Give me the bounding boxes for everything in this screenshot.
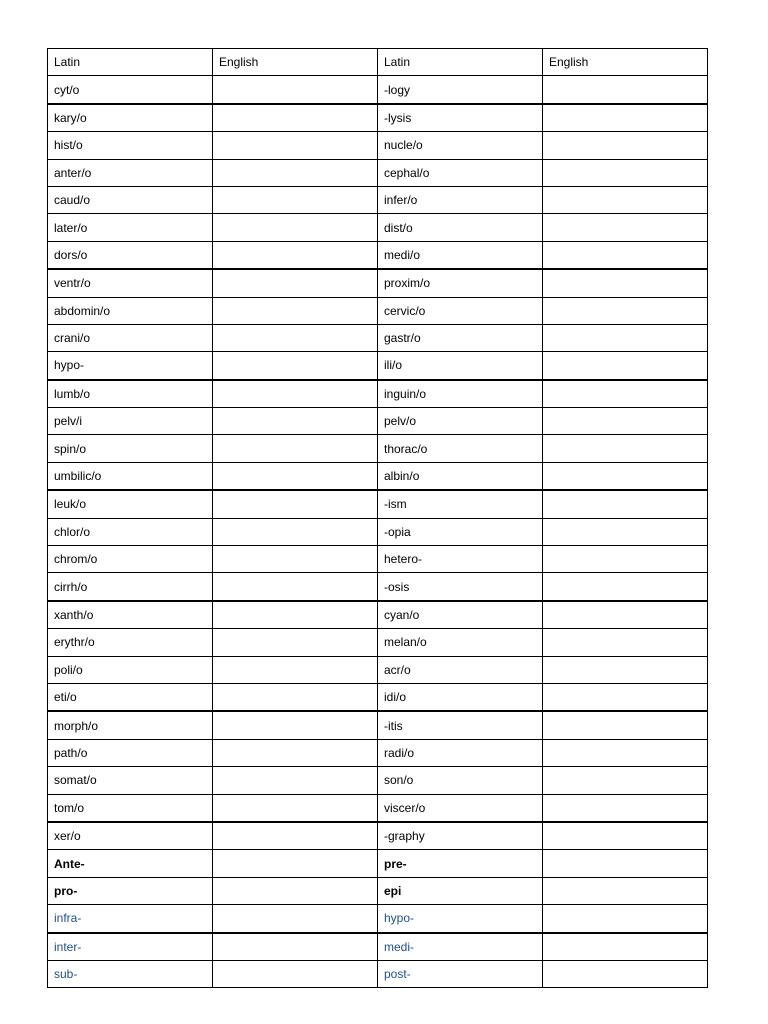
english-answer-left: [213, 241, 378, 269]
latin-term-right: -osis: [378, 573, 543, 601]
latin-term-left: cyt/o: [48, 76, 213, 104]
english-answer-right: [543, 241, 708, 269]
english-answer-left: [213, 104, 378, 132]
latin-term-left: morph/o: [48, 711, 213, 739]
english-answer-left: [213, 186, 378, 213]
english-answer-right: [543, 629, 708, 656]
english-answer-right: [543, 518, 708, 545]
latin-term-right: dist/o: [378, 214, 543, 241]
english-answer-left: [213, 546, 378, 573]
english-answer-left: [213, 933, 378, 961]
english-answer-left: [213, 490, 378, 518]
english-answer-left: [213, 297, 378, 324]
english-answer-left: [213, 656, 378, 683]
english-answer-left: [213, 462, 378, 490]
latin-term-right: inguin/o: [378, 380, 543, 408]
english-answer-right: [543, 656, 708, 683]
table-row: [48, 518, 708, 545]
latin-term-left: chlor/o: [48, 518, 213, 545]
latin-term-left: kary/o: [48, 104, 213, 132]
table-row: [48, 877, 708, 904]
latin-term-right: thorac/o: [378, 435, 543, 462]
latin-term-right: pelv/o: [378, 408, 543, 435]
table-row: [48, 76, 708, 104]
english-answer-left: [213, 629, 378, 656]
english-answer-right: [543, 104, 708, 132]
english-answer-left: [213, 132, 378, 159]
english-answer-right: [543, 546, 708, 573]
english-answer-right: [543, 711, 708, 739]
latin-term-right: post-: [378, 960, 543, 987]
latin-term-right: hypo-: [378, 905, 543, 933]
latin-term-left: xer/o: [48, 822, 213, 850]
english-answer-left: [213, 324, 378, 351]
latin-term-left: path/o: [48, 739, 213, 766]
table-row: [48, 960, 708, 987]
latin-term-right: cyan/o: [378, 601, 543, 629]
table-row: [48, 767, 708, 794]
latin-term-left: caud/o: [48, 186, 213, 213]
latin-term-right: gastr/o: [378, 324, 543, 351]
english-answer-right: [543, 269, 708, 297]
latin-term-right: radi/o: [378, 739, 543, 766]
english-answer-right: [543, 739, 708, 766]
latin-term-left: chrom/o: [48, 546, 213, 573]
english-answer-left: [213, 683, 378, 711]
latin-term-right: melan/o: [378, 629, 543, 656]
table-row: [48, 601, 708, 629]
table-row: [48, 794, 708, 822]
english-answer-left: [213, 352, 378, 380]
latin-term-left: umbilic/o: [48, 462, 213, 490]
latin-term-left: leuk/o: [48, 490, 213, 518]
table-row: [48, 104, 708, 132]
english-answer-left: [213, 850, 378, 877]
table-row: [48, 711, 708, 739]
latin-term-right: albin/o: [378, 462, 543, 490]
english-answer-left: [213, 905, 378, 933]
english-answer-left: [213, 435, 378, 462]
table-row: [48, 132, 708, 159]
table-row: [48, 850, 708, 877]
latin-term-left: inter-: [48, 933, 213, 961]
english-answer-right: [543, 822, 708, 850]
english-answer-right: [543, 490, 708, 518]
latin-term-right: -logy: [378, 76, 543, 104]
english-answer-right: [543, 767, 708, 794]
english-answer-right: [543, 380, 708, 408]
table-row: [48, 435, 708, 462]
latin-term-right: cervic/o: [378, 297, 543, 324]
header-latin-2: Latin: [378, 49, 543, 76]
latin-term-right: idi/o: [378, 683, 543, 711]
english-answer-right: [543, 435, 708, 462]
table-row: [48, 324, 708, 351]
header-latin-1: Latin: [48, 49, 213, 76]
english-answer-right: [543, 76, 708, 104]
table-row: [48, 269, 708, 297]
table-row: [48, 629, 708, 656]
latin-term-right: medi-: [378, 933, 543, 961]
english-answer-right: [543, 408, 708, 435]
latin-term-left: somat/o: [48, 767, 213, 794]
english-answer-right: [543, 214, 708, 241]
english-answer-right: [543, 132, 708, 159]
table-row: [48, 546, 708, 573]
latin-term-right: cephal/o: [378, 159, 543, 186]
table-row: [48, 380, 708, 408]
latin-term-left: lumb/o: [48, 380, 213, 408]
table-row: [48, 297, 708, 324]
latin-term-left: dors/o: [48, 241, 213, 269]
english-answer-right: [543, 186, 708, 213]
english-answer-left: [213, 601, 378, 629]
latin-term-right: proxim/o: [378, 269, 543, 297]
latin-term-left: sub-: [48, 960, 213, 987]
english-answer-left: [213, 960, 378, 987]
latin-term-left: pelv/i: [48, 408, 213, 435]
english-answer-left: [213, 767, 378, 794]
english-answer-left: [213, 518, 378, 545]
table-row: [48, 739, 708, 766]
table-row: [48, 905, 708, 933]
english-answer-right: [543, 850, 708, 877]
latin-term-right: -opia: [378, 518, 543, 545]
english-answer-left: [213, 794, 378, 822]
latin-term-left: tom/o: [48, 794, 213, 822]
english-answer-right: [543, 960, 708, 987]
table-row: [48, 408, 708, 435]
table-row: [48, 241, 708, 269]
latin-term-left: hist/o: [48, 132, 213, 159]
latin-term-left: later/o: [48, 214, 213, 241]
table-row: [48, 573, 708, 601]
table-row: [48, 462, 708, 490]
latin-term-left: erythr/o: [48, 629, 213, 656]
latin-term-right: nucle/o: [378, 132, 543, 159]
english-answer-left: [213, 739, 378, 766]
english-answer-left: [213, 76, 378, 104]
english-answer-right: [543, 573, 708, 601]
latin-term-left: pro-: [48, 877, 213, 904]
english-answer-left: [213, 573, 378, 601]
latin-term-left: anter/o: [48, 159, 213, 186]
english-answer-right: [543, 159, 708, 186]
table-row: [48, 933, 708, 961]
english-answer-right: [543, 352, 708, 380]
table-row: [48, 822, 708, 850]
latin-term-left: crani/o: [48, 324, 213, 351]
latin-term-right: son/o: [378, 767, 543, 794]
table-row: [48, 656, 708, 683]
latin-term-right: acr/o: [378, 656, 543, 683]
latin-term-right: -ism: [378, 490, 543, 518]
latin-term-left: abdomin/o: [48, 297, 213, 324]
latin-term-right: pre-: [378, 850, 543, 877]
table-row: [48, 683, 708, 711]
english-answer-left: [213, 380, 378, 408]
table-row: [48, 186, 708, 213]
english-answer-right: [543, 683, 708, 711]
english-answer-right: [543, 877, 708, 904]
vocabulary-table: [47, 48, 708, 988]
english-answer-right: [543, 601, 708, 629]
english-answer-left: [213, 269, 378, 297]
latin-term-left: xanth/o: [48, 601, 213, 629]
english-answer-right: [543, 297, 708, 324]
latin-term-right: -lysis: [378, 104, 543, 132]
latin-term-left: poli/o: [48, 656, 213, 683]
english-answer-right: [543, 905, 708, 933]
header-row: [48, 49, 708, 76]
latin-term-right: epi: [378, 877, 543, 904]
latin-term-left: Ante-: [48, 850, 213, 877]
english-answer-right: [543, 794, 708, 822]
latin-term-left: infra-: [48, 905, 213, 933]
latin-term-right: hetero-: [378, 546, 543, 573]
table-row: [48, 214, 708, 241]
english-answer-left: [213, 877, 378, 904]
english-answer-left: [213, 822, 378, 850]
latin-term-left: hypo-: [48, 352, 213, 380]
latin-term-right: medi/o: [378, 241, 543, 269]
english-answer-right: [543, 324, 708, 351]
header-english-1: English: [213, 49, 378, 76]
english-answer-left: [213, 214, 378, 241]
english-answer-left: [213, 711, 378, 739]
latin-term-left: eti/o: [48, 683, 213, 711]
table-body: [48, 49, 708, 988]
header-english-2: English: [543, 49, 708, 76]
english-answer-right: [543, 462, 708, 490]
latin-term-right: ili/o: [378, 352, 543, 380]
latin-term-right: -graphy: [378, 822, 543, 850]
english-answer-right: [543, 933, 708, 961]
latin-term-right: viscer/o: [378, 794, 543, 822]
english-answer-left: [213, 408, 378, 435]
latin-term-right: infer/o: [378, 186, 543, 213]
latin-term-left: spin/o: [48, 435, 213, 462]
table-row: [48, 159, 708, 186]
latin-term-left: cirrh/o: [48, 573, 213, 601]
latin-term-left: ventr/o: [48, 269, 213, 297]
table-row: [48, 490, 708, 518]
english-answer-left: [213, 159, 378, 186]
latin-term-right: -itis: [378, 711, 543, 739]
table-row: [48, 352, 708, 380]
